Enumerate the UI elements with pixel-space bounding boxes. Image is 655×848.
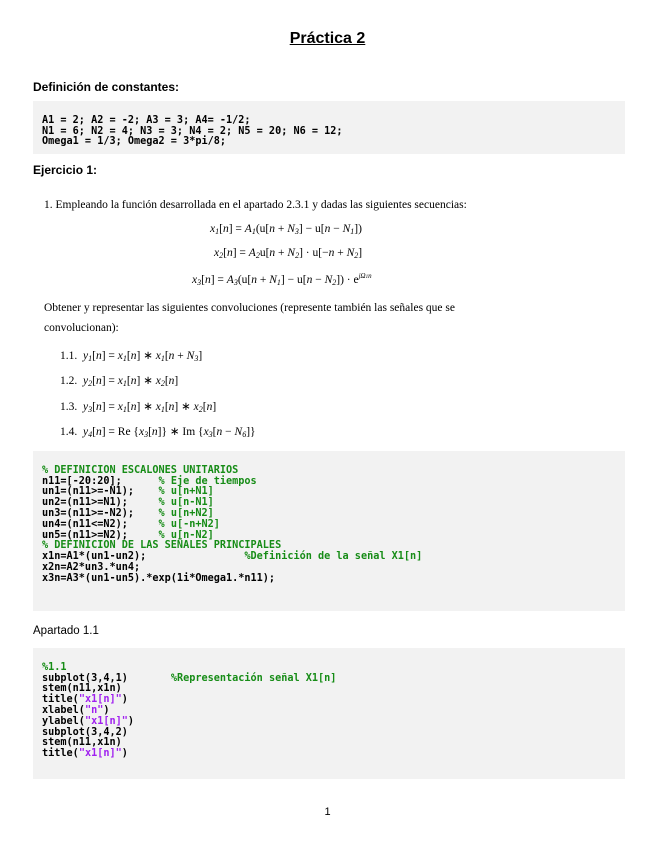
plot-code-block <box>33 648 625 779</box>
section-heading-exercise: Ejercicio 1: <box>33 163 98 177</box>
list-item: 1.1. $y_1[n] = x_1[n]$ ∗ $x_1[n + N_3]$ <box>60 350 203 363</box>
exercise-text-line1: Obtener y representar las siguientes convoluciones (represente también las señales que se <box>44 302 455 314</box>
item-number: 1.1. <box>60 350 78 362</box>
code-line: stem(n11,x1n) <box>42 683 122 695</box>
code-line: stem(n11,x1n) <box>42 737 122 749</box>
constants-code-block <box>33 101 625 154</box>
code-line: un5=(n11>=N2); % u[n-N2] <box>42 529 214 541</box>
code-line: A1 = 2; A2 = -2; A3 = 3; A4= -1/2; <box>42 114 251 126</box>
equation-x2: $x_2[n] = A_2u[n + N_2] \cdot u[-n + N_2]$ <box>214 247 363 260</box>
signals-code-block <box>33 451 625 611</box>
list-item: 1.2. $y_2[n] = x_1[n]$ ∗ $x_2[n]$ <box>60 375 179 388</box>
code-line: xlabel("n") <box>42 704 110 716</box>
code-comment: % DEFINICION DE LAS SEÑALES PRINCIPALES <box>42 540 282 552</box>
code-line: un1=(n11>=-N1); % u[n+N1] <box>42 486 214 498</box>
item-number: 1.2. <box>60 375 78 387</box>
code-line: un2=(n11>=N1); % u[n-N1] <box>42 497 214 509</box>
code-line: x2n=A2*un3.*un4; <box>42 561 141 573</box>
code-comment: %1.1 <box>42 661 67 673</box>
code-line: un3=(n11>=-N2); % u[n+N2] <box>42 507 214 519</box>
code-line: x1n=A1*(un1-un2); %Definición de la señal X1[n] <box>42 551 423 563</box>
item-number: 1.4. <box>60 426 78 438</box>
code-line: un4=(n11<=N2); % u[-n+N2] <box>42 518 220 530</box>
list-item: 1.3. $y_3[n] = x_1[n]$ ∗ $x_1[n]$ ∗ $x_2[n]$ <box>60 401 217 414</box>
equation-x3: $x_3[n] = A_3(u[n + N_1] - u[n - N_2]) \cdot e^{j\Omega 1n}$ <box>192 272 372 287</box>
code-line: n11=[-20:20]; % Eje de tiempos <box>42 475 257 487</box>
list-item: 1.4. $y_4[n] = Re$ $\{x_3[n]\}$ ∗ Im $\{x_3[n - N_6]\}$ <box>60 426 256 439</box>
exercise-intro: 1. Empleando la función desarrollada en el apartado 2.3.1 y dadas las siguientes secuencias: <box>44 199 467 211</box>
code-line: subplot(3,4,2) <box>42 726 128 738</box>
code-line: subplot(3,4,1) %Representación señal X1[n] <box>42 672 337 684</box>
item-number: 1.3. <box>60 401 78 413</box>
page-number: 1 <box>324 806 331 818</box>
code-line: Omega1 = 1/3; Omega2 = 3*pi/8; <box>42 136 227 148</box>
equation-x1: $x_1[n] = A_1(u[n + N_3] - u[n - N_1])$ <box>210 223 362 236</box>
section-heading-constants: Definición de constantes: <box>33 80 180 94</box>
apartado-label: Apartado 1.1 <box>33 625 99 637</box>
exercise-text-line2: convolucionan): <box>44 322 119 334</box>
code-line: title("x1[n]") <box>42 694 128 706</box>
page-title: Práctica 2 <box>289 30 366 47</box>
code-line: ylabel("x1[n]") <box>42 715 135 727</box>
code-line: N1 = 6; N2 = 4; N3 = 3; N4 = 2; N5 = 20; N6 = 12; <box>42 125 343 137</box>
code-comment: % DEFINICION ESCALONES UNITARIOS <box>42 464 239 476</box>
code-line: x3n=A3*(un1-un5).*exp(1i*Omega1.*n11); <box>42 572 276 584</box>
code-line: title("x1[n]") <box>42 748 128 760</box>
